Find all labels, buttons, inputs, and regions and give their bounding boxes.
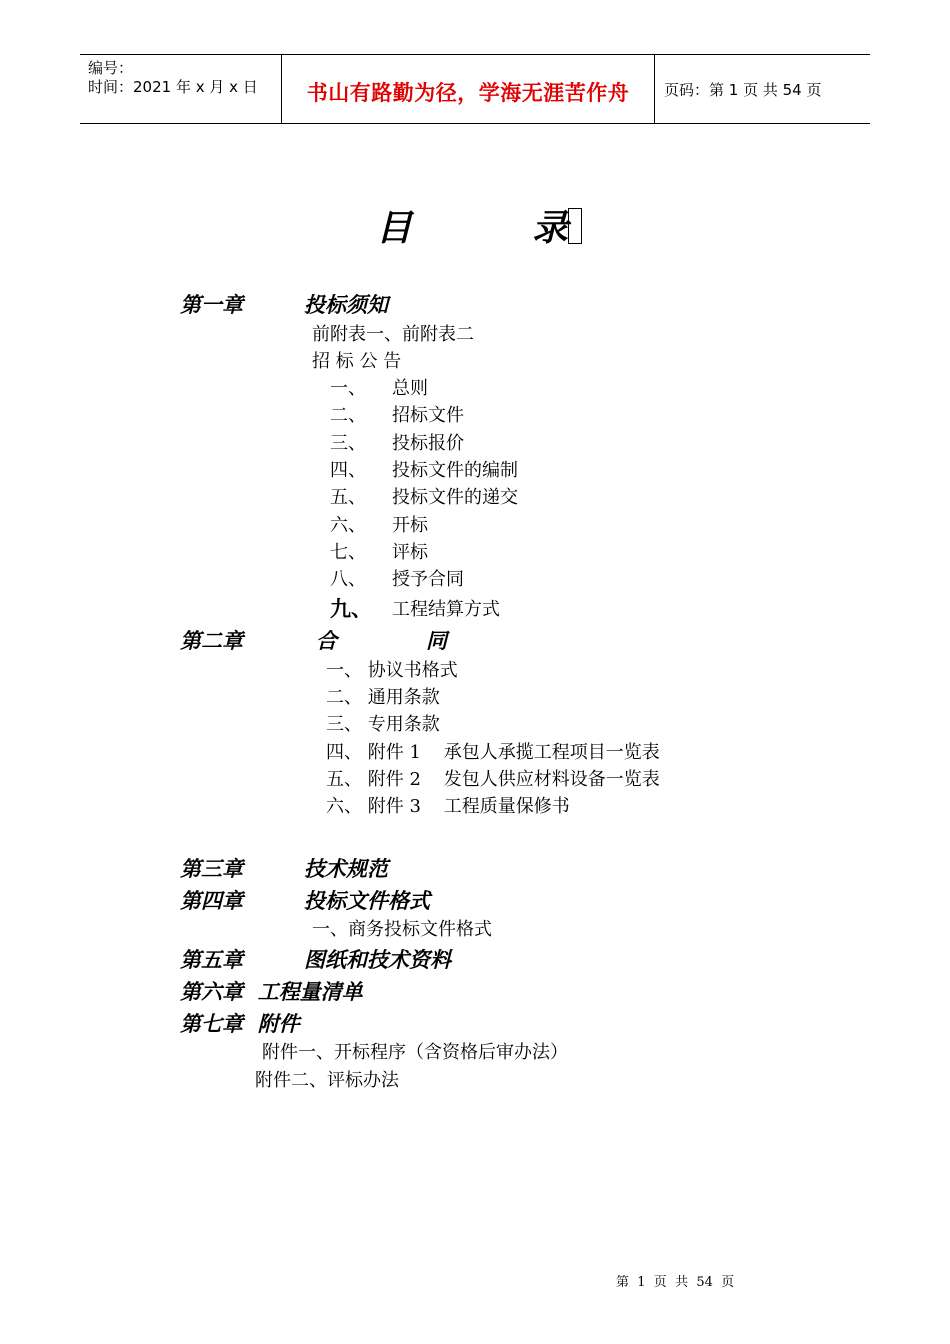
toc-item: 附件二、评标办法 (255, 1070, 399, 1091)
section-title: 授予合同 (392, 569, 464, 590)
section-number: 七、 (330, 542, 366, 563)
toc-item: 五、 附件 2 发包人供应材料设备一览表 (326, 769, 660, 790)
chapter-2-title-a: 合 (316, 629, 337, 653)
header-divider (654, 55, 655, 123)
chapter-3-title: 技术规范 (304, 857, 388, 881)
section-number: 二、 (330, 405, 366, 426)
chapter-1-title: 投标须知 (304, 293, 388, 317)
section-number: 九、 (330, 597, 372, 621)
section-number: 一、 (330, 378, 366, 399)
chapter-4-title: 投标文件格式 (304, 889, 430, 913)
section-number: 三、 (330, 433, 366, 454)
toc-title-char-2: 录 (532, 208, 569, 249)
section-title: 投标报价 (392, 433, 464, 454)
toc-title-char-1: 目 (376, 208, 413, 249)
toc-item: 一、商务投标文件格式 (312, 919, 492, 940)
header-meta (88, 59, 278, 97)
chapter-5-number: 第五章 (180, 948, 243, 972)
time-label: 时间：2021 年 x 月 x 日 (88, 78, 258, 96)
section-number: 四、 (330, 460, 366, 481)
toc-item: 三、 专用条款 (326, 714, 440, 735)
chapter-2-number: 第二章 (180, 629, 243, 653)
document-header (80, 54, 870, 124)
chapter-3-number: 第三章 (180, 857, 243, 881)
section-title: 评标 (392, 542, 428, 563)
toc-item: 附件一、开标程序（含资格后审办法） (262, 1042, 568, 1063)
toc-item: 六、 附件 3 工程质量保修书 (326, 796, 570, 817)
chapter-4-number: 第四章 (180, 889, 243, 913)
chapter-2-title-b: 同 (426, 629, 447, 653)
chapter-1-number: 第一章 (180, 293, 243, 317)
section-number: 五、 (330, 487, 366, 508)
section-title: 开标 (392, 515, 428, 536)
section-title: 招标文件 (392, 405, 464, 426)
text-cursor-box (568, 208, 582, 244)
toc-item-pre-tables: 前附表一、前附表二 (312, 324, 474, 345)
toc-item: 二、 通用条款 (326, 687, 440, 708)
section-number: 八、 (330, 569, 366, 590)
section-number: 六、 (330, 515, 366, 536)
number-label: 编号： (88, 59, 134, 77)
toc-item-notice: 招 标 公 告 (312, 351, 402, 372)
toc-item: 四、 附件 1 承包人承揽工程项目一览表 (326, 742, 660, 763)
chapter-6-heading: 第六章 工程量清单 (180, 980, 363, 1004)
section-title: 投标文件的递交 (392, 487, 518, 508)
chapter-5-title: 图纸和技术资料 (304, 948, 451, 972)
section-title: 工程结算方式 (392, 599, 500, 620)
chapter-7-heading: 第七章 附件 (180, 1012, 300, 1036)
section-title: 投标文件的编制 (392, 460, 518, 481)
header-motto: 书山有路勤为径，学海无涯苦作舟 (306, 81, 630, 105)
page-footer: 第 1 页 共 54 页 (616, 1275, 735, 1290)
header-page-info: 页码：第 1 页 共 54 页 (664, 81, 822, 99)
toc-item: 一、 协议书格式 (326, 660, 458, 681)
section-title: 总则 (392, 378, 428, 399)
